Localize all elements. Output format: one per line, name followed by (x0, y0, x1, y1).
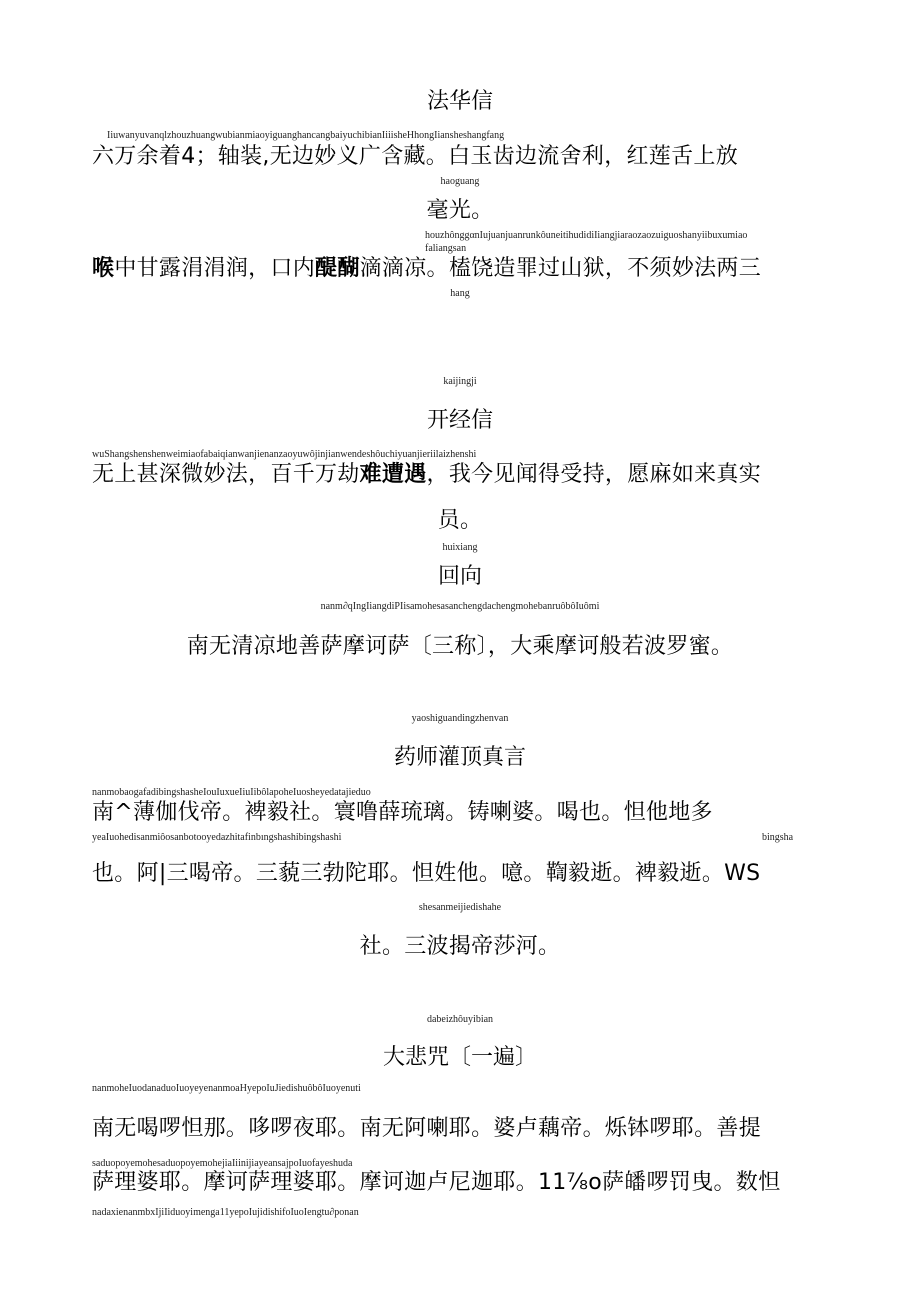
pinyin-line: houzhônggαnIujuanjuanrunkôuneitihudidiIiangjiaraozaozuiguoshanyiibuxumiao (425, 230, 748, 241)
text-line-with-bold: 无上甚深微妙法，百千万劫难遭遇，我今见闻得受持，愿麻如来真实 (92, 462, 762, 487)
text-line: 南无清凉地善萨摩诃萨〔三称〕，大乘摩诃般若波罗蜜。 (186, 634, 734, 659)
pinyin-line: hang (450, 288, 470, 299)
pinyin-line: haoguang (440, 176, 480, 187)
pinyin-line: shesanmeijiedishahe (418, 902, 502, 913)
pinyin-line: nanm∂qIngIiangdiPIisamohesasanchengdachengmohebanruôbôIuômi (320, 601, 600, 612)
bold-word: 醍醐 (315, 256, 360, 281)
section-title-huixiang: 回向 (437, 564, 482, 589)
pinyin-line: nanmoheIuodanaduoIuoyeyenanmoaHyepoIuJiedishuôbôIuoyenuti (92, 1083, 361, 1094)
pinyin-line: IiuwanyuvanqlzhouzhuangwubianmiaoyiguanghancangbaiyuchibianIiiisheHhongIiansheshangfang (107, 130, 505, 141)
pinyin-line: bingsha (762, 832, 794, 843)
section-title-fahuaxin: 法华信 (426, 89, 493, 114)
bold-word: 难遭遇 (359, 462, 427, 487)
text-line-with-bold: 喉中甘露涓涓润，口内醍醐滴滴凉。榼饶造罪过山狱，不须妙法两三 (92, 256, 762, 281)
bold-word: 喉 (92, 256, 115, 281)
pinyin-line: saduopoyemohesaduopoyemohejiaIiinijiayeansajpoIuofayeshuda (92, 1158, 353, 1169)
text-line: 南^薄伽伐帝。裨毅社。寰噜薛琉璃。铸喇婆。喝也。怛他地多 (92, 800, 713, 825)
section-title-pinyin: kaijingji (443, 376, 477, 387)
section-title-pinyin: yaoshiguandingzhenvan (411, 713, 509, 724)
text-line: 毫光。 (426, 198, 494, 223)
section-title-dabeizhou: 大悲咒〔一遍〕 (382, 1045, 537, 1070)
text-line: 员。 (437, 508, 483, 533)
section-title-pinyin: huixiang (442, 542, 478, 553)
pinyin-line: faliangsan (425, 243, 467, 254)
pinyin-line: nadaxienanmbxIjiIiduoyimenga11yepoIujidishifoIuoIengtu∂ponan (92, 1207, 359, 1218)
pinyin-line: nanmobaogafadibingshasheIouIuxueIiuIibôlapoheIuosheyedatajieduo (92, 787, 371, 798)
text-line: 也。阿|三喝帝。三藐三勃陀耶。怛姓他。噫。鞫毅逝。裨毅逝。WS (92, 861, 761, 886)
section-title-kaijingxin: 开经信 (426, 408, 493, 433)
text-line: 南无喝啰怛那。哆啰夜耶。南无阿喇耶。婆卢藕帝。烁钵啰耶。善提 (92, 1116, 762, 1141)
text-line: 萨理婆耶。摩诃萨理婆耶。摩诃迦卢尼迦耶。11⅞o萨皤啰罚曳。数怛 (92, 1170, 781, 1195)
pinyin-line: yeaIuohedisanmiôosanbotooyedazhitafinbıngshashibingshashi (92, 832, 342, 843)
text-line: 社。三波揭帝莎河。 (359, 934, 561, 959)
text-line: 六万余着4；轴装,无边妙义广含藏。白玉齿边流舍利，红莲舌上放 (92, 144, 738, 169)
section-title-pinyin: dabeizhôuyibian (426, 1014, 494, 1025)
section-title-yaoshi: 药师灌顶真言 (393, 745, 526, 770)
pinyin-line: wuShangshenshenweimiaofabaiqianwanjienanzaoyuwôjinjianwendeshôuchiyuanjieriilaizhenshi (92, 449, 477, 460)
